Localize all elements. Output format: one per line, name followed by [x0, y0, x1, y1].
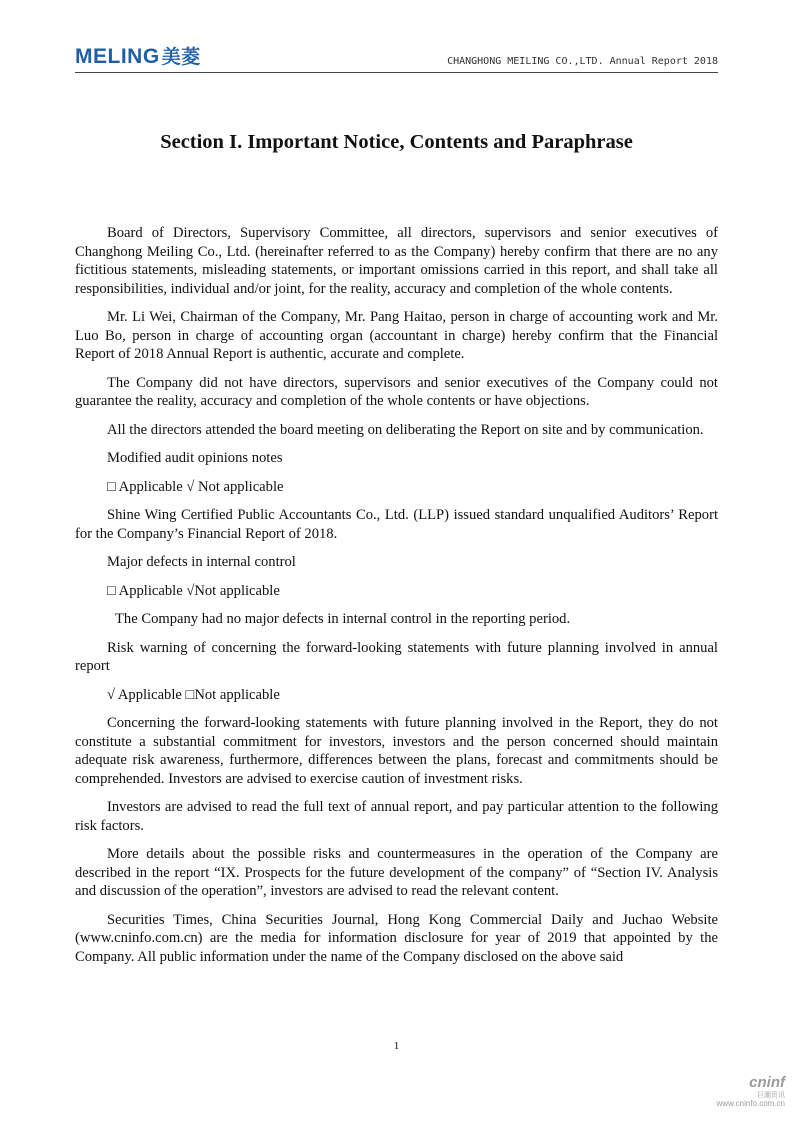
watermark-logo: cninf [749, 1074, 785, 1091]
paragraph-risk-warning-applicability: √ Applicable □Not applicable [107, 686, 280, 703]
paragraph-no-major-defects: The Company had no major defects in internal control in the reporting period. [115, 611, 571, 627]
logo-text: MELING [75, 45, 160, 68]
paragraph-risk-factors: Investors are advised to read the full text of annual report, and pay particular attention to the following risk factors. [75, 799, 718, 834]
paragraph-forward-looking: Concerning the forward-looking statements with future planning involved in the Report, they do not constitute a substantial commitment for investors, investors and the person concerned should maintain adequate risk awareness, furthermore, differences between the plans, forecast and commitments should be comprehended. Investors are advised to exercise caution of investment risks. [75, 715, 718, 787]
watermark-subtitle: 巨潮资讯 [757, 1092, 785, 1099]
paragraph-audit-opinion-applicability: □ Applicable √ Not applicable [107, 478, 284, 495]
watermark-url: www.cninfo.com.cn [716, 1099, 785, 1108]
paragraph-disclosure-media: Securities Times, China Securities Journal, Hong Kong Commercial Daily and Juchao Website (www.cninfo.com.cn) are the media for information disclosure for year of 2019 that appointed by the Company. All public information under the name of the Company disclosed on the above said [75, 911, 718, 965]
paragraph-board-confirmation: Board of Directors, Supervisory Committee, all directors, supervisors and senior executives of Changhong Meiling Co., Ltd. (hereinafter referred to as the Company) hereby confirm that there are no any fictitious statements, misleading statements, or important omissions carried in this report, and shall take all responsibilities, individual and/or joint, for the reality, accuracy and completion of the whole contents. [75, 225, 718, 297]
section-title: Section I. Important Notice, Contents and Paraphrase [160, 131, 633, 153]
page-header [75, 40, 718, 73]
paragraph-attendance: All the directors attended the board meeting on deliberating the Report on site and by communication. [107, 421, 704, 438]
logo-cjk-text: 美菱 [161, 47, 201, 68]
report-label: CHANGHONG MEILING CO.,LTD. Annual Report 2018 [447, 56, 718, 67]
meling-logo [75, 42, 201, 69]
cninfo-watermark [717, 1075, 785, 1108]
paragraph-risk-warning-label: Risk warning of concerning the forward-looking statements with future planning involved in annual report [75, 639, 718, 674]
paragraph-audit-opinion-label: Modified audit opinions notes [107, 450, 283, 466]
paragraph-auditor-report: Shine Wing Certified Public Accountants Co., Ltd. (LLP) issued standard unqualified Auditors’ Report for the Company’s Financial Report of 2018. [75, 507, 718, 542]
page-number: 1 [393, 1040, 400, 1052]
notice-body [75, 224, 718, 976]
paragraph-risk-details: More details about the possible risks and countermeasures in the operation of the Company are described in the report “IX. Prospects for the future development of the company” of “Section IV. Analysis and discussion of the operation”, investors are advised to read the relevant content. [75, 846, 718, 899]
paragraph-internal-control-label: Major defects in internal control [107, 554, 296, 570]
paragraph-chairman-confirmation: Mr. Li Wei, Chairman of the Company, Mr. Pang Haitao, person in charge of accounting work and Mr. Luo Bo, person in charge of accounting organ (accountant in charge) hereby confirm that the Financial Report of 2018 Annual Report is authentic, accurate and complete. [75, 309, 718, 362]
paragraph-no-objection: The Company did not have directors, supervisors and senior executives of the Company could not guarantee the reality, accuracy and completion of the whole contents or have objections. [75, 374, 718, 409]
paragraph-internal-control-applicability: □ Applicable √Not applicable [107, 582, 280, 599]
